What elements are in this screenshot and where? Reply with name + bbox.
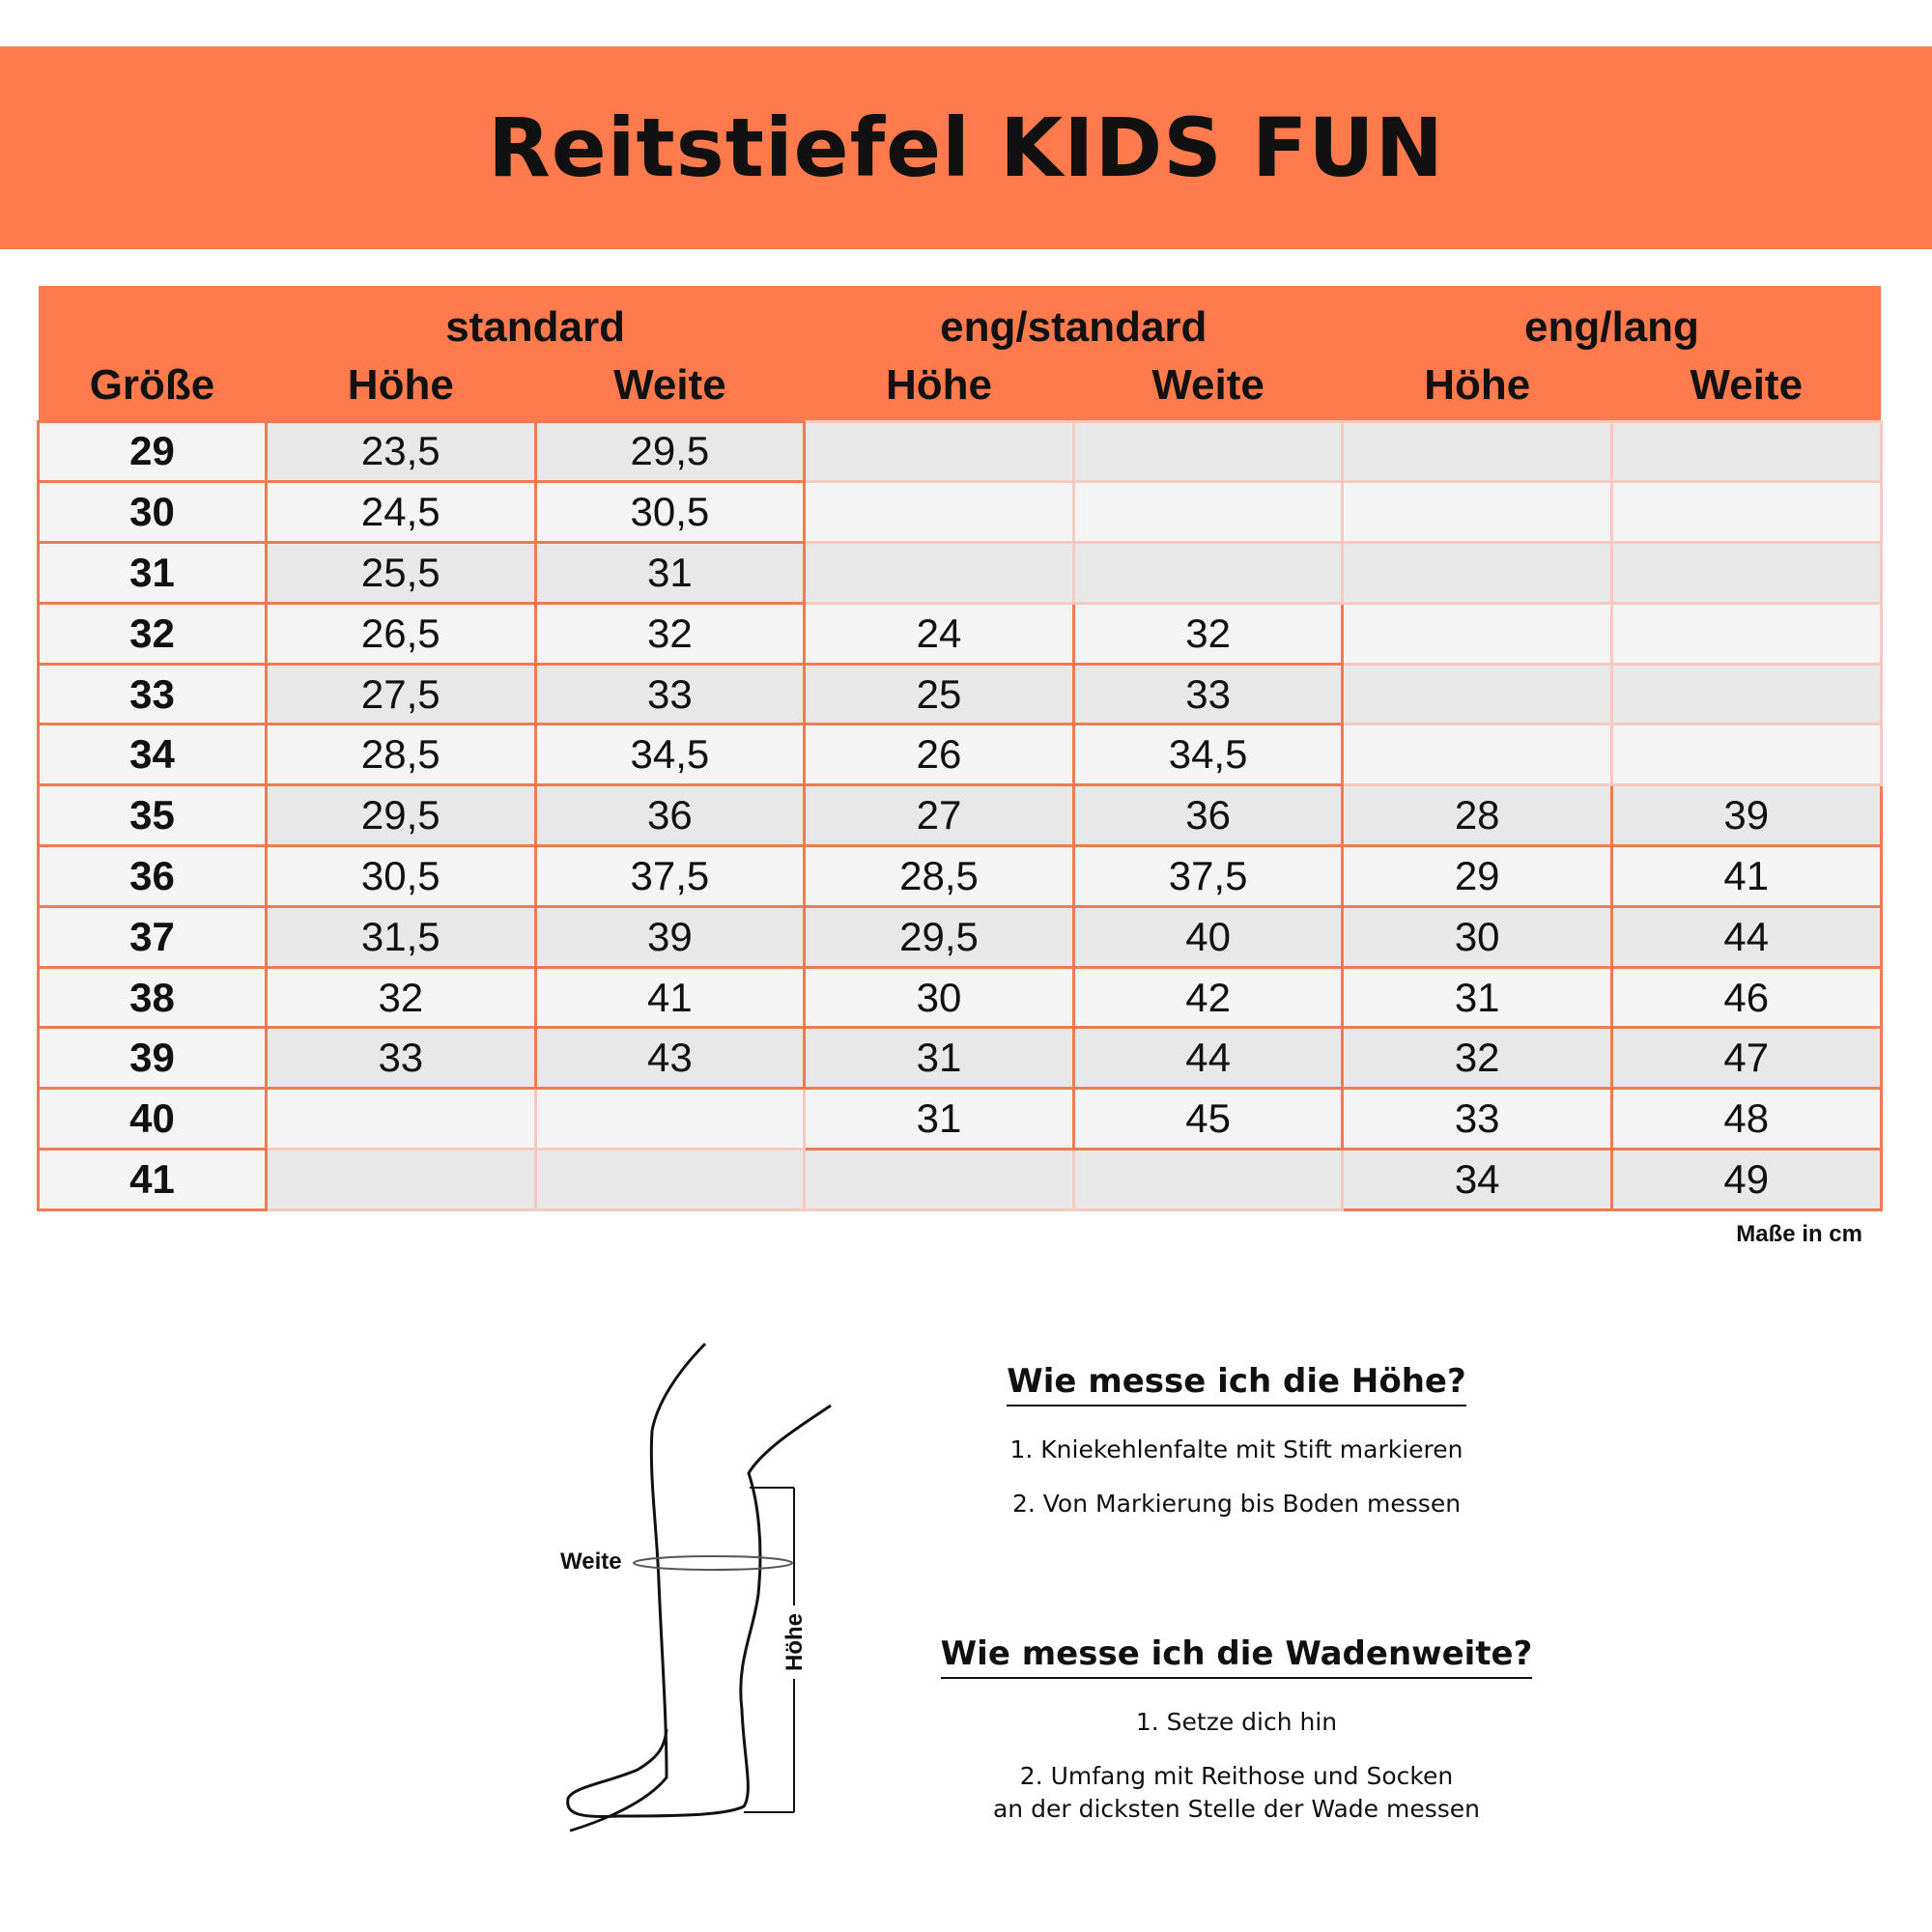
table-cell (535, 1150, 805, 1210)
boot-outline (570, 1344, 705, 1831)
table-cell: 33 (535, 664, 805, 724)
column-header-hoehe: Höhe (805, 352, 1074, 421)
size-cell: 32 (39, 603, 267, 664)
table-cell: 37,5 (535, 846, 805, 907)
group-header-eng-lang: eng/lang (1343, 286, 1881, 352)
table-cell (1343, 664, 1612, 724)
table-row (39, 1150, 1882, 1210)
size-cell: 36 (39, 846, 267, 907)
table-row (39, 1089, 1882, 1150)
table-cell (1611, 543, 1881, 604)
table-row (39, 664, 1882, 724)
table-cell (1343, 482, 1612, 543)
table-cell: 44 (1073, 1028, 1343, 1089)
table-cell: 33 (1073, 664, 1343, 724)
guide-weite-step-2-line-1: 2. Umfang mit Reithose und Socken (1019, 1762, 1454, 1790)
size-cell: 30 (39, 482, 267, 543)
size-cell: 29 (39, 421, 267, 482)
table-cell: 28,5 (805, 846, 1074, 907)
size-rows (39, 421, 1882, 1209)
guide-hoehe-step-2: 2. Von Markierung bis Boden messen (1011, 1490, 1462, 1518)
size-cell: 34 (39, 724, 267, 785)
group-header-row (39, 286, 1882, 352)
table-cell: 25,5 (267, 543, 536, 604)
table-cell: 36 (535, 785, 805, 846)
weite-label: Weite (560, 1548, 622, 1575)
table-cell: 49 (1611, 1150, 1881, 1210)
table-row (39, 1028, 1882, 1089)
column-header-row (39, 352, 1882, 421)
table-row (39, 543, 1882, 604)
size-cell: 40 (39, 1089, 267, 1150)
table-cell: 30,5 (267, 846, 536, 907)
group-header-empty (39, 286, 267, 352)
table-cell: 40 (1073, 906, 1343, 967)
size-cell: 41 (39, 1150, 267, 1210)
boot-measurement-figure (522, 1343, 889, 1845)
table-cell (805, 421, 1074, 482)
table-cell: 29,5 (805, 906, 1074, 967)
guide-weite-step-1: 1. Setze dich hin (1135, 1708, 1338, 1736)
table-cell: 31 (1343, 967, 1612, 1028)
table-cell (267, 1150, 536, 1210)
table-cell (267, 1089, 536, 1150)
table-cell (1611, 724, 1881, 785)
table-cell (805, 1150, 1074, 1210)
table-cell: 33 (1343, 1089, 1612, 1150)
table-row (39, 421, 1882, 482)
size-cell: 37 (39, 906, 267, 967)
group-header-eng-standard: eng/standard (805, 286, 1343, 352)
size-cell: 33 (39, 664, 267, 724)
table-cell: 23,5 (267, 421, 536, 482)
table-cell: 41 (535, 967, 805, 1028)
table-cell (805, 543, 1074, 604)
hoehe-label: Höhe (781, 1613, 808, 1671)
table-cell: 48 (1611, 1089, 1881, 1150)
table-cell (805, 482, 1074, 543)
table-cell: 25 (805, 664, 1074, 724)
table-cell: 28,5 (267, 724, 536, 785)
table-cell: 44 (1611, 906, 1881, 967)
table-cell (1343, 543, 1612, 604)
table-cell (1073, 543, 1343, 604)
table-row (39, 724, 1882, 785)
guide-hoehe-step-1: 1. Kniekehlenfalte mit Stift markieren (1009, 1435, 1463, 1463)
table-cell: 32 (535, 603, 805, 664)
table-cell: 43 (535, 1028, 805, 1089)
table-cell: 41 (1611, 846, 1881, 907)
table-cell: 28 (1343, 785, 1612, 846)
table-cell: 34 (1343, 1150, 1612, 1210)
size-cell: 38 (39, 967, 267, 1028)
table-cell (1343, 724, 1612, 785)
table-cell: 42 (1073, 967, 1343, 1028)
guide-weite (927, 1634, 1546, 1847)
table-cell: 30 (1343, 906, 1612, 967)
table-cell: 37,5 (1073, 846, 1343, 907)
size-cell: 39 (39, 1028, 267, 1089)
table-cell (1343, 603, 1612, 664)
guide-hoehe (927, 1362, 1546, 1542)
table-cell: 45 (1073, 1089, 1343, 1150)
guide-weite-step-2-line-2: an der dicksten Stelle der Wade messen (992, 1795, 1481, 1823)
table-cell: 30,5 (535, 482, 805, 543)
table-cell: 29 (1343, 846, 1612, 907)
column-header-weite: Weite (1611, 352, 1881, 421)
column-header-size: Größe (39, 352, 267, 421)
table-cell: 31 (535, 543, 805, 604)
group-header-standard: standard (267, 286, 805, 352)
table-cell: 29,5 (267, 785, 536, 846)
column-header-hoehe: Höhe (267, 352, 536, 421)
table-cell: 34,5 (1073, 724, 1343, 785)
table-cell: 27 (805, 785, 1074, 846)
table-cell (1611, 664, 1881, 724)
unit-note: Maße in cm (1736, 1221, 1862, 1247)
table-cell: 31 (805, 1089, 1074, 1150)
table-row (39, 603, 1882, 664)
table-cell: 36 (1073, 785, 1343, 846)
page-title: Reitstiefel KIDS FUN (488, 100, 1444, 195)
table-cell (1611, 603, 1881, 664)
table-cell: 26,5 (267, 603, 536, 664)
table-cell (1073, 482, 1343, 543)
guide-weite-title: Wie messe ich die Wadenweite? (941, 1634, 1533, 1679)
table-row (39, 846, 1882, 907)
table-cell: 31 (805, 1028, 1074, 1089)
table-row (39, 906, 1882, 967)
table-cell: 32 (267, 967, 536, 1028)
table-cell: 39 (535, 906, 805, 967)
table-cell (1343, 421, 1612, 482)
table-cell: 34,5 (535, 724, 805, 785)
table-cell (535, 1089, 805, 1150)
table-cell: 32 (1343, 1028, 1612, 1089)
table-row (39, 967, 1882, 1028)
table-cell: 39 (1611, 785, 1881, 846)
table-cell (1611, 482, 1881, 543)
guide-hoehe-title: Wie messe ich die Höhe? (1007, 1362, 1465, 1406)
table-cell: 26 (805, 724, 1074, 785)
table-cell: 46 (1611, 967, 1881, 1028)
table-cell: 27,5 (267, 664, 536, 724)
size-chart-table (37, 286, 1883, 1211)
table-cell: 47 (1611, 1028, 1881, 1089)
size-cell: 31 (39, 543, 267, 604)
table-cell: 32 (1073, 603, 1343, 664)
table-row (39, 482, 1882, 543)
table-cell: 30 (805, 967, 1074, 1028)
column-header-weite: Weite (1073, 352, 1343, 421)
title-banner (0, 46, 1932, 249)
table-cell: 24 (805, 603, 1074, 664)
table-cell: 24,5 (267, 482, 536, 543)
table-cell (1611, 421, 1881, 482)
table-cell: 29,5 (535, 421, 805, 482)
table-row (39, 785, 1882, 846)
table-cell: 33 (267, 1028, 536, 1089)
guide-weite-step-2 (927, 1760, 1546, 1826)
column-header-hoehe: Höhe (1343, 352, 1612, 421)
table-cell (1073, 1150, 1343, 1210)
table-cell: 31,5 (267, 906, 536, 967)
column-header-weite: Weite (535, 352, 805, 421)
table-cell (1073, 421, 1343, 482)
size-cell: 35 (39, 785, 267, 846)
